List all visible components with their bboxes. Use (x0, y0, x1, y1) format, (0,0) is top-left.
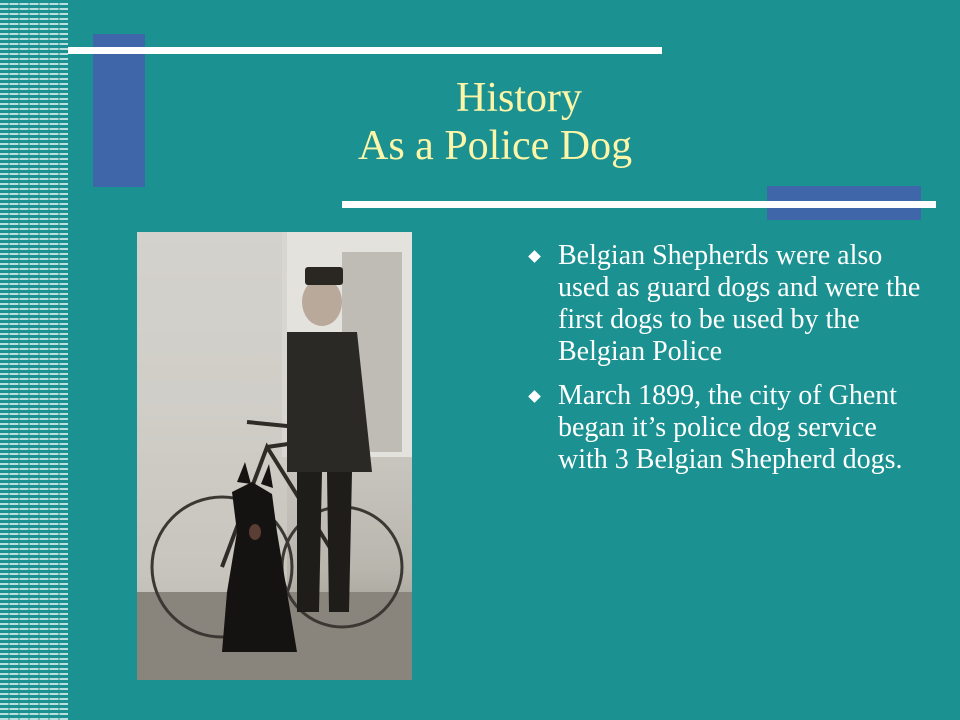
striped-sidebar-decoration (0, 0, 68, 720)
policeman-cap (305, 267, 343, 285)
policeman-face (302, 278, 342, 326)
policeman-coat (287, 332, 372, 472)
bullet-text: March 1899, the city of Ghent began it’s police dog service with 3 Belgian Shepherd dogs. (558, 380, 903, 475)
slide-title (230, 74, 830, 170)
title-line-1: History (456, 75, 582, 121)
diamond-bullet-icon (528, 390, 541, 403)
title-line-2: As a Police Dog (358, 123, 633, 169)
title-bar-top (68, 47, 662, 54)
title-bar-bottom (342, 201, 936, 208)
accent-block-top-left (93, 34, 145, 187)
bullet-list (524, 240, 924, 488)
historic-photo (137, 232, 412, 680)
bullet-item (524, 380, 924, 476)
bullet-text: Belgian Shepherds were also used as guard dogs and were the first dogs to be used by the Belgian Police (558, 240, 921, 367)
diamond-bullet-icon (528, 250, 541, 263)
dog-tongue (249, 524, 261, 540)
bullet-item (524, 240, 924, 368)
photo-illustration (137, 232, 412, 680)
